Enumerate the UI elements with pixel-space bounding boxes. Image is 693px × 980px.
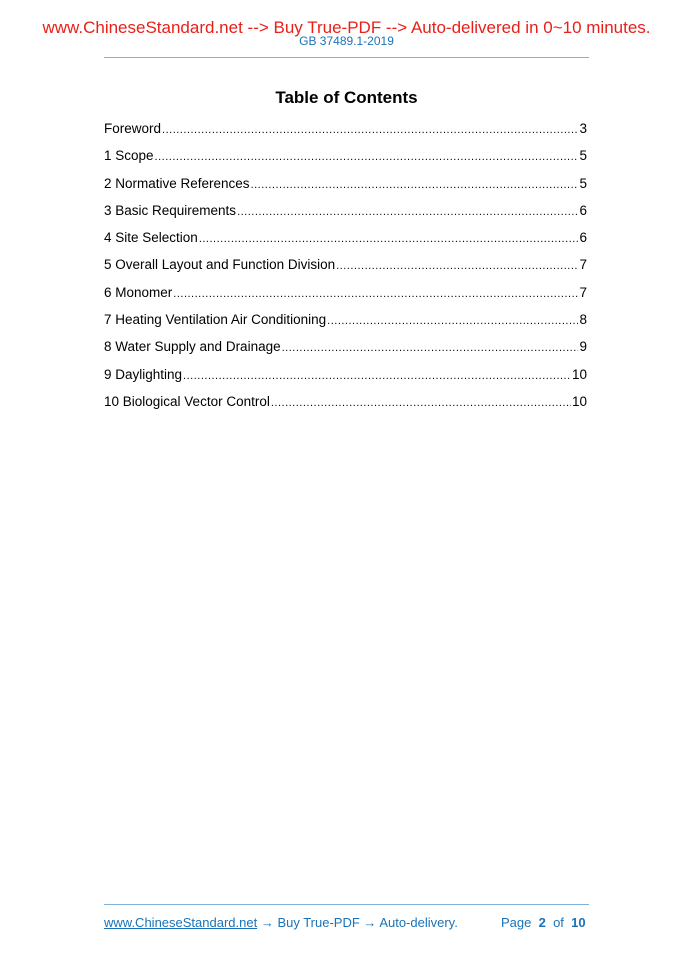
toc-leader-dots: [183, 367, 571, 385]
toc-leader-dots: [155, 148, 579, 166]
toc-entry-label: Foreword: [104, 121, 162, 136]
toc-entry-label: 10 Biological Vector Control: [104, 393, 270, 409]
toc-leader-dots: [336, 257, 578, 275]
toc-entry-biological-vector-control[interactable]: [104, 393, 587, 420]
toc-list: [104, 120, 587, 420]
arrow-right-icon: →: [257, 915, 278, 930]
toc-entry-label: 7 Heating Ventilation Air Conditioning: [104, 312, 327, 328]
footer-divider: [104, 904, 589, 905]
toc-entry-page: 6: [579, 230, 587, 246]
toc-entry-label: 3 Basic Requirements: [104, 202, 237, 218]
toc-entry-hvac[interactable]: [104, 311, 587, 338]
toc-entry-page: 9: [579, 339, 587, 355]
toc-entry-site-selection[interactable]: [104, 229, 587, 256]
toc-leader-dots: [282, 339, 579, 357]
toc-entry-page: 10: [571, 393, 587, 409]
toc-entry-water-supply[interactable]: [104, 338, 587, 365]
toc-title: Table of Contents: [275, 88, 418, 107]
toc-entry-page: 6: [579, 202, 587, 218]
toc-entry-foreword[interactable]: [104, 120, 587, 147]
toc-leader-dots: [237, 203, 578, 221]
toc-entry-label: 5 Overall Layout and Function Division: [104, 257, 336, 273]
total-pages-number: 10: [571, 915, 586, 930]
footer-delivery-text: Auto-delivery.: [379, 915, 458, 930]
page-indicator: [501, 915, 586, 931]
toc-entry-page: 5: [579, 175, 587, 191]
toc-entry-page: 8: [579, 312, 587, 328]
toc-entry-page: 7: [579, 284, 587, 300]
toc-entry-label: 6 Monomer: [104, 284, 173, 300]
toc-entry-label: 2 Normative References: [104, 175, 250, 191]
footer-promo: [104, 915, 458, 931]
toc-leader-dots: [327, 312, 578, 330]
current-page-number: 2: [538, 915, 546, 930]
header-divider: [104, 57, 589, 58]
standard-number: GB 37489.1-2019: [299, 34, 394, 48]
toc-entry-page: 5: [579, 148, 587, 164]
toc-leader-dots: [162, 121, 578, 139]
footer-link[interactable]: www.ChineseStandard.net: [104, 915, 258, 930]
of-word: of: [553, 915, 564, 930]
toc-entry-label: 1 Scope: [104, 148, 154, 164]
toc-entry-label: 9 Daylighting: [104, 366, 183, 382]
toc-entry-label: 8 Water Supply and Drainage: [104, 339, 281, 355]
toc-leader-dots: [271, 394, 571, 412]
toc-leader-dots: [199, 230, 579, 248]
toc-entry-page: 3: [579, 121, 587, 136]
page-word: Page: [501, 915, 532, 930]
toc-leader-dots: [251, 176, 579, 194]
toc-entry-page: 10: [571, 366, 587, 382]
footer-buy-text: Buy True-PDF: [277, 915, 360, 930]
toc-leader-dots: [173, 285, 578, 303]
toc-entry-monomer[interactable]: [104, 284, 587, 311]
toc-entry-scope[interactable]: [104, 147, 587, 174]
toc-entry-basic-requirements[interactable]: [104, 202, 587, 229]
toc-entry-overall-layout[interactable]: [104, 256, 587, 283]
toc-entry-daylighting[interactable]: [104, 366, 587, 393]
toc-entry-normative-references[interactable]: [104, 175, 587, 202]
arrow-right-icon: →: [359, 915, 380, 930]
toc-entry-page: 7: [579, 257, 587, 273]
toc-entry-label: 4 Site Selection: [104, 230, 198, 246]
header-banner[interactable]: www.ChineseStandard.net --> Buy True-PDF --> Auto-delivered in 0~10 minutes.: [42, 18, 651, 37]
